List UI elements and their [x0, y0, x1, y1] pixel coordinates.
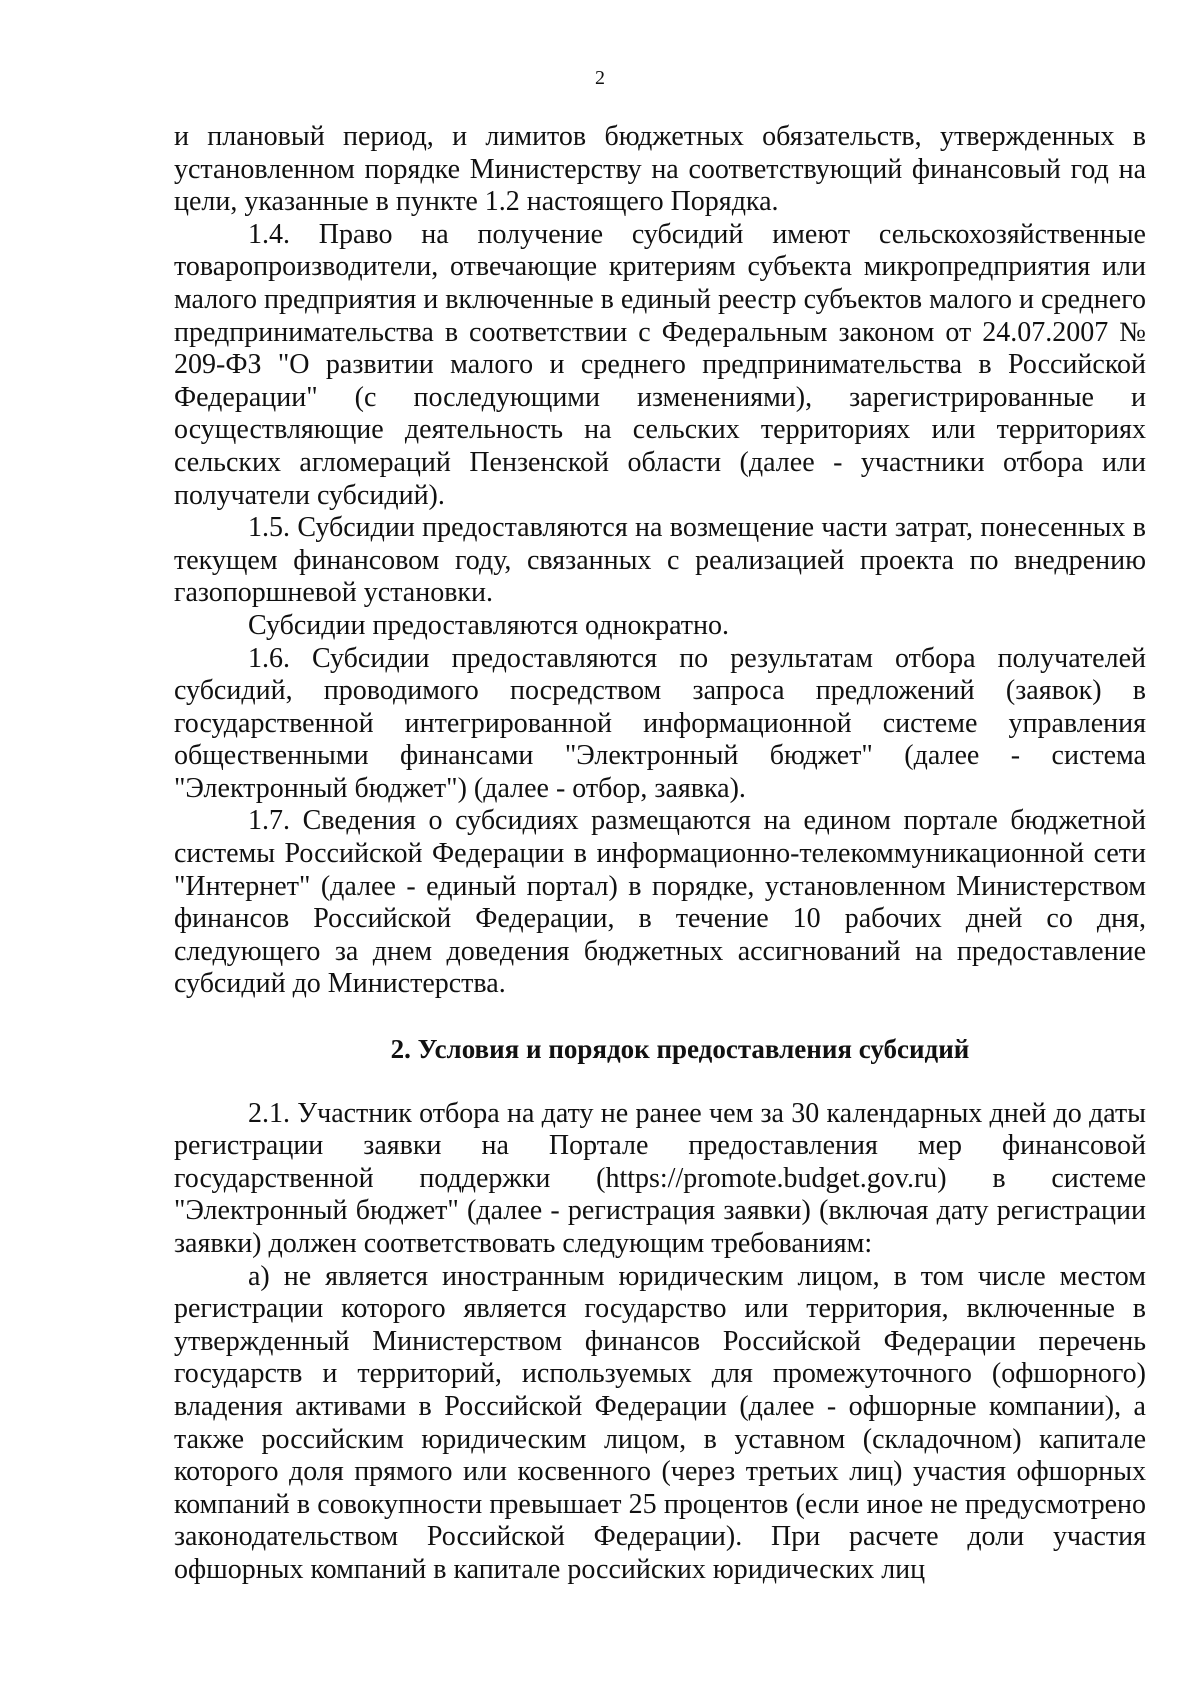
paragraph-1-6: 1.6. Субсидии предоставляются по результатам отбора получателей субсидий, проводимого посредством запроса предложений (заявок) в государственной интегрированной информационной системе управления общественными финансами "Электронный бюджет" (далее - система "Электронный бюджет") (далее - отбор, заявка). — [174, 642, 1146, 804]
section-heading: 2. Условия и порядок предоставления субсидий — [390, 1034, 970, 1065]
paragraph-intro-continuation: и плановый период, и лимитов бюджетных обязательств, утвержденных в установленном порядке Министерству на соответствующий финансовый год на цели, указанные в пункте 1.2 настоящего Порядка. — [174, 121, 1146, 218]
paragraph-2-1: 2.1. Участник отбора на дату не ранее чем за 30 календарных дней до даты регистрации заявки на Портале предоставления мер финансовой государственной поддержки (https://promote.budget.gov.ru) в системе "Электронный бюджет" (далее - регистрация заявки) (включая дату регистрации заявки) должен соответствовать следующим требованиям: — [174, 1097, 1146, 1259]
paragraph-1-5: 1.5. Субсидии предоставляются на возмещение части затрат, понесенных в текущем финансовом году, связанных с реализацией проекта по внедрению газопоршневой установки. — [174, 512, 1146, 609]
paragraph-1-5-once: Субсидии предоставляются однократно. — [248, 609, 729, 641]
page-number: 2 — [595, 67, 605, 89]
document-body — [174, 121, 1146, 1587]
paragraph-2-1-a: а) не является иностранным юридическим лицом, в том числе местом регистрации которого является государство или территория, включенные в утвержденный Министерством финансов Российской Федерации перечень государств и территорий, используемых для промежуточного (офшорного) владения активами в Российской Федерации (далее - офшорные компании), а также российским юридическим лицом, в уставном (складочном) капитале которого доля прямого или косвенного (через третьих лиц) участия офшорных компаний в совокупности превышает 25 процентов (если иное не предусмотрено законодательством Российской Федерации). При расчете доли участия офшорных компаний в капитале российских юридических лиц — [174, 1260, 1146, 1585]
paragraph-1-7: 1.7. Сведения о субсидиях размещаются на едином портале бюджетной системы Российской Федерации в информационно-телекоммуникационной сети "Интернет" (далее - единый портал) в порядке, установленном Министерством финансов Российской Федерации, в течение 10 рабочих дней со дня, следующего за днем доведения бюджетных ассигнований на предоставление субсидий до Министерства. — [174, 805, 1146, 1000]
paragraph-1-4: 1.4. Право на получение субсидий имеют сельскохозяйственные товаропроизводители, отвечающие критериям субъекта микропредприятия или малого предприятия и включенные в единый реестр субъектов малого и среднего предпринимательства в соответствии с Федеральным законом от 24.07.2007 № 209-ФЗ "О развитии малого и среднего предпринимательства в Российской Федерации" (с последующими изменениями), зарегистрированные и осуществляющие деятельность на сельских территориях или территориях сельских агломераций Пензенской области (далее - участники отбора или получатели субсидий). — [174, 218, 1146, 511]
